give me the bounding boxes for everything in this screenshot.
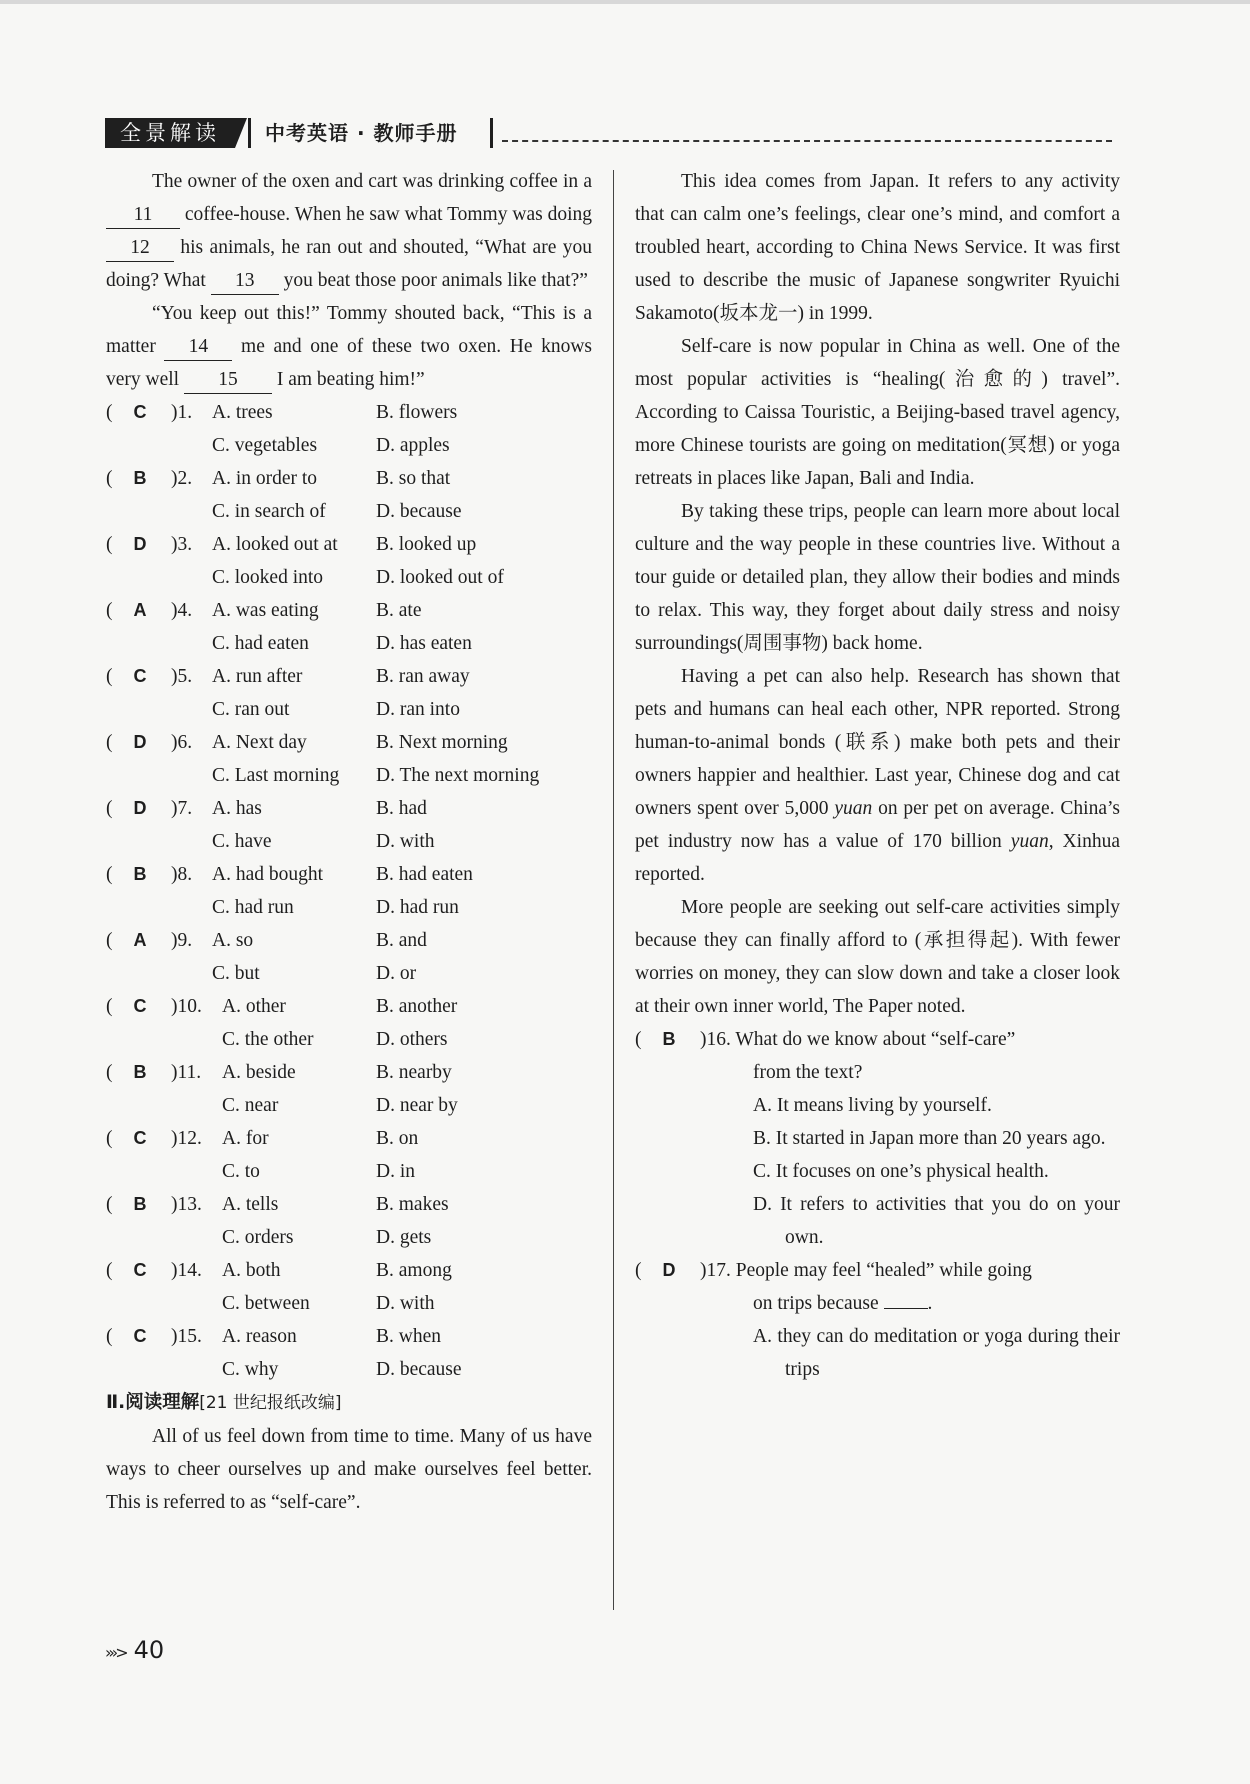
answer-letter: B (133, 1062, 147, 1082)
cloze-text: The owner of the oxen and cart was drinking coffee in a (152, 171, 592, 192)
question-number: )7. (171, 798, 193, 819)
blank-14: 14 (164, 334, 232, 361)
answer-letter: B (133, 468, 147, 488)
option-c: C. why (222, 1359, 279, 1380)
blank-13: 13 (211, 268, 279, 295)
option-c: C. have (212, 831, 272, 852)
cloze-question-row (106, 1221, 592, 1254)
cloze-question-row (106, 1287, 592, 1320)
reading-text: , Xinhua reported. (635, 831, 1121, 885)
option-a: A. has (212, 798, 262, 819)
cloze-question-row: ( C )15. A. reason B. when (106, 1320, 592, 1353)
option-d: D. had run (376, 897, 459, 918)
cloze-question-row: ( A )9. A. so B. and (106, 924, 592, 957)
blank-15: 15 (184, 367, 272, 394)
reading-text: Having a pet can also help. Research has shown that pets and humans can heal each other, NPR reported. Strong human-to-animal bonds (联系) make both pets and their owners happier and healthier. Last year, Chinese dog and cat owners spent over 5,000 (635, 666, 1120, 819)
answer-16: B (662, 1029, 676, 1049)
italic-yuan: yuan (834, 798, 873, 819)
header-dash-line (502, 140, 1112, 142)
option-d: D. has eaten (376, 633, 472, 654)
option-b: B. had (376, 798, 427, 819)
option-c: C. Last morning (212, 765, 340, 786)
option-b: B. and (376, 930, 427, 951)
answer-17: D (662, 1260, 676, 1280)
cloze-question-row (106, 561, 592, 594)
cloze-question-row: ( B )2. A. in order to B. so that (106, 462, 592, 495)
option-d: D. or (376, 963, 417, 984)
option-17a: A. they can do meditation or yoga during their trips (753, 1326, 1120, 1380)
cloze-question-row: ( A )4. A. was eating B. ate (106, 594, 592, 627)
answer-letter: D (133, 732, 147, 752)
option-b: B. on (376, 1128, 419, 1149)
top-edge (0, 0, 1250, 4)
cloze-question-row (106, 495, 592, 528)
option-c: C. had eaten (212, 633, 309, 654)
option-a: A. so (212, 930, 254, 951)
cloze-question-row: ( C )5. A. run after B. ran away (106, 660, 592, 693)
option-c: C. ran out (212, 699, 290, 720)
option-d: D. The next morning (376, 765, 540, 786)
answer-letter: A (133, 600, 147, 620)
reading-paragraph-2: This idea comes from Japan. It refers to any activity that can calm one’s feelings, clear one’s mind, and comfort a troubled heart, according to China News Service. It was first used to describe the music of Japanese songwriter Ryuichi Sakamoto(坂本龙一) in 1999. (635, 171, 1120, 324)
option-a: A. beside (222, 1062, 296, 1083)
header-badge: 全景解读 (105, 118, 235, 148)
section-source: [21 世纪报纸改编] (199, 1393, 342, 1413)
question-number: )6. (171, 732, 193, 753)
option-d: D. with (376, 1293, 435, 1314)
question-list (106, 396, 592, 1386)
answer-letter: C (133, 402, 147, 422)
question-number: )11. (171, 1062, 202, 1083)
option-b: B. makes (376, 1194, 449, 1215)
answer-letter: A (133, 930, 147, 950)
cloze-question-row: ( B )8. A. had bought B. had eaten (106, 858, 592, 891)
option-d: D. gets (376, 1227, 432, 1248)
question-16-stem-cont: from the text? (753, 1062, 863, 1083)
option-b: B. among (376, 1260, 452, 1281)
header-title: 中考英语 · 教师手册 (265, 121, 458, 145)
cloze-question-row: ( C )14. A. both B. among (106, 1254, 592, 1287)
question-number: )1. (171, 402, 193, 423)
cloze-question-row: ( D )6. A. Next day B. Next morning (106, 726, 592, 759)
option-c: C. looked into (212, 567, 324, 588)
arrows-icon: ›››> (105, 1643, 126, 1662)
option-a: A. was eating (212, 600, 319, 621)
cloze-text: “You keep out this!” Tommy shouted back, “This is a matter (106, 303, 592, 357)
option-a: A. had bought (212, 864, 324, 885)
cloze-question-row (106, 429, 592, 462)
blank-17 (884, 1308, 928, 1309)
option-a: A. reason (222, 1326, 297, 1347)
question-17: ( D )17. People may feel “healed” while going on trips because . A. they can do meditation or yoga during their trips (635, 1254, 1120, 1386)
question-number: )3. (171, 534, 193, 555)
answer-letter: D (133, 534, 147, 554)
question-number: )2. (171, 468, 193, 489)
cloze-question-row (106, 825, 592, 858)
cloze-question-row (106, 759, 592, 792)
cloze-paragraph-2 (106, 297, 592, 396)
italic-yuan: yuan (1010, 831, 1049, 852)
cloze-question-row: ( C )12. A. for B. on (106, 1122, 592, 1155)
cloze-question-row (106, 627, 592, 660)
option-d: D. near by (376, 1095, 458, 1116)
option-d: D. because (376, 501, 462, 522)
question-number: )15. (171, 1326, 202, 1347)
question-16: ( B )16. What do we know about “self-care” from the text? A. It means living by yourself. B. It started in Japan more than 20 years ago. C. It focuses on one’s physical health. D. It refers to activities that you do on your own. (635, 1023, 1120, 1254)
question-number: )4. (171, 600, 193, 621)
reading-paragraph-5 (635, 660, 1120, 891)
cloze-text: me and one of these two oxen. He knows very well (106, 336, 592, 390)
option-c: C. had run (212, 897, 294, 918)
option-b: B. ate (376, 600, 422, 621)
option-d: D. others (376, 1029, 448, 1050)
section-title: Ⅱ.阅读理解 (106, 1392, 200, 1413)
option-16d: D. It refers to activities that you do on your own. (753, 1194, 1120, 1248)
reading-paragraph-1: All of us feel down from time to time. Many of us have ways to cheer ourselves up and make ourselves feel better. This is referred to as “self-care”. (106, 1426, 592, 1513)
option-b: B. ran away (376, 666, 470, 687)
option-a: A. trees (212, 402, 273, 423)
option-c: C. the other (222, 1029, 314, 1050)
question-number: )12. (171, 1128, 202, 1149)
option-b: B. nearby (376, 1062, 452, 1083)
right-column (635, 165, 1120, 1386)
question-number: )5. (171, 666, 193, 687)
cloze-question-row: ( B )13. A. tells B. makes (106, 1188, 592, 1221)
cloze-question-row (106, 891, 592, 924)
question-17-stem: )17. People may feel “healed” while going (700, 1260, 1032, 1281)
question-number: )14. (171, 1260, 202, 1281)
question-number: )10. (171, 996, 202, 1017)
cloze-question-row (106, 1155, 592, 1188)
option-d: D. looked out of (376, 567, 504, 588)
option-b: B. looked up (376, 534, 477, 555)
answer-letter: C (133, 996, 147, 1016)
cloze-question-row: ( B )11. A. beside B. nearby (106, 1056, 592, 1089)
header-bar-left (248, 118, 251, 148)
option-a: A. for (222, 1128, 269, 1149)
option-b: B. so that (376, 468, 451, 489)
option-16a: A. It means living by yourself. (753, 1095, 992, 1116)
reading-paragraph-3: Self-care is now popular in China as well. One of the most popular activities is “healing(治愈的) travel”. According to Caissa Touristic, a Beijing-based travel agency, more Chinese tourists are going on meditation(冥想) or yoga retreats in places like Japan, Bali and India. (635, 336, 1120, 489)
option-c: C. in search of (212, 501, 326, 522)
option-c: C. to (222, 1161, 260, 1182)
cloze-question-row (106, 1353, 592, 1386)
cloze-text: I am beating him!” (276, 369, 425, 390)
option-d: D. ran into (376, 699, 460, 720)
option-b: B. flowers (376, 402, 458, 423)
cloze-text: his animals, he ran out and shouted, “What are you doing? What (106, 237, 592, 291)
page-header (105, 118, 1115, 150)
option-c: C. but (212, 963, 260, 984)
option-b: B. another (376, 996, 458, 1017)
answer-letter: C (133, 666, 147, 686)
option-b: B. had eaten (376, 864, 473, 885)
blank-12: 12 (106, 235, 174, 262)
cloze-question-row: ( C )1. A. trees B. flowers (106, 396, 592, 429)
option-b: B. Next morning (376, 732, 508, 753)
option-a: A. other (222, 996, 286, 1017)
section-heading (106, 1386, 592, 1420)
option-a: A. tells (222, 1194, 279, 1215)
header-bar-right (490, 118, 493, 148)
option-a: A. in order to (212, 468, 318, 489)
option-c: C. near (222, 1095, 279, 1116)
option-d: D. because (376, 1359, 462, 1380)
page-number: ›››> 40 (105, 1636, 165, 1664)
option-16c: C. It focuses on one’s physical health. (753, 1161, 1049, 1182)
answer-letter: B (133, 864, 147, 884)
answer-letter: C (133, 1326, 147, 1346)
cloze-text: coffee-house. When he saw what Tommy was doing (184, 204, 593, 225)
option-d: D. in (376, 1161, 415, 1182)
option-16b: B. It started in Japan more than 20 years ago. (753, 1128, 1106, 1149)
left-column (106, 165, 592, 1519)
reading-text: on per pet on average. China’s pet industry now has a value of 170 billion (635, 798, 1120, 852)
question-number: )9. (171, 930, 193, 951)
option-a: A. both (222, 1260, 281, 1281)
cloze-question-row: ( D )7. A. has B. had (106, 792, 592, 825)
question-number: )13. (171, 1194, 202, 1215)
option-a: A. run after (212, 666, 303, 687)
option-c: C. between (222, 1293, 310, 1314)
answer-letter: D (133, 798, 147, 818)
cloze-question-row: ( C )10. A. other B. another (106, 990, 592, 1023)
option-a: A. Next day (212, 732, 307, 753)
option-c: C. vegetables (212, 435, 318, 456)
cloze-question-row (106, 957, 592, 990)
reading-paragraph-6: More people are seeking out self-care activities simply because they can finally afford to (承担得起). With fewer worries on money, they can slow down and take a closer look at their own inner world, The Paper noted. (635, 897, 1120, 1017)
reading-paragraph-4: By taking these trips, people can learn more about local culture and the way people in these countries live. Without a tour guide or detailed plan, they allow their bodies and minds to relax. This way, they forget about daily stress and noisy surroundings(周围事物) back home. (635, 501, 1120, 654)
question-17-stem-cont: on trips because . (753, 1293, 933, 1314)
header-badge-tail (235, 118, 247, 148)
question-number: )8. (171, 864, 193, 885)
option-a: A. looked out at (212, 534, 338, 555)
answer-letter: C (133, 1128, 147, 1148)
cloze-question-row (106, 693, 592, 726)
option-b: B. when (376, 1326, 441, 1347)
cloze-question-row (106, 1089, 592, 1122)
question-16-stem: )16. What do we know about “self-care” (700, 1029, 1016, 1050)
cloze-text: you beat those poor animals like that?” (283, 270, 588, 291)
answer-letter: B (133, 1194, 147, 1214)
cloze-paragraph-1 (106, 165, 592, 297)
option-d: D. with (376, 831, 435, 852)
option-c: C. orders (222, 1227, 294, 1248)
cloze-question-row: ( D )3. A. looked out at B. looked up (106, 528, 592, 561)
answer-letter: C (133, 1260, 147, 1280)
blank-11: 11 (106, 202, 180, 229)
column-divider (613, 170, 614, 1610)
option-d: D. apples (376, 435, 450, 456)
cloze-question-row (106, 1023, 592, 1056)
